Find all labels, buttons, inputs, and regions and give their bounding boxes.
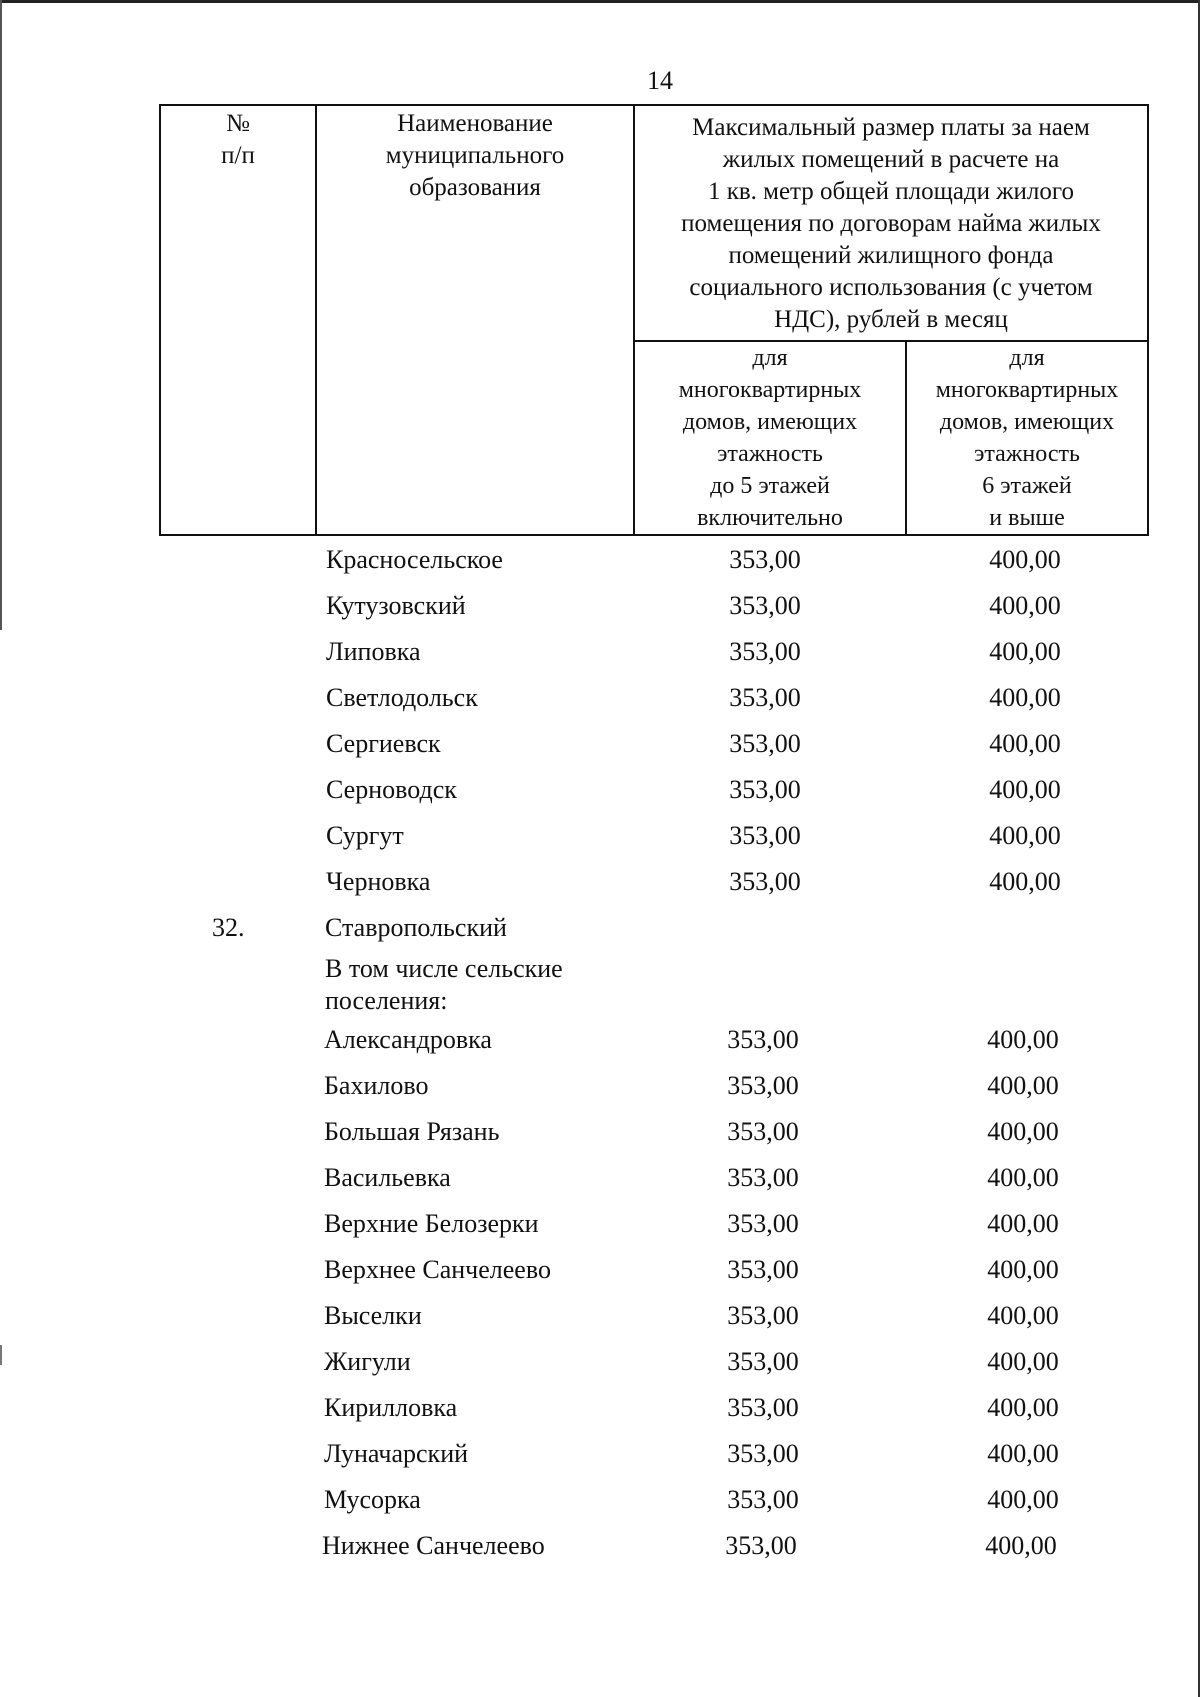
header-col-max-payment: Максимальный размер платы за наем жилых помещений в расчете на 1 кв. метр общей площади жилого помещения по договорам найма жилых помещений жилищного фонда социального использования (с учетом НДС), рублей в месяц xyxy=(681,114,1101,333)
value-up-to-5: 353,00 xyxy=(729,775,801,804)
municipality-name: Сургут xyxy=(326,821,404,850)
value-6-plus: 400,00 xyxy=(989,821,1061,850)
value-6-plus: 400,00 xyxy=(987,1071,1059,1100)
municipality-name: Черновка xyxy=(326,867,431,896)
municipality-name: Липовка xyxy=(326,637,421,666)
section-number: 32. xyxy=(212,913,245,942)
municipality-name: Луначарский xyxy=(324,1439,469,1468)
value-up-to-5: 353,00 xyxy=(727,1071,799,1100)
value-up-to-5: 353,00 xyxy=(727,1255,799,1284)
municipality-name: Васильевка xyxy=(324,1163,451,1192)
header-bottom-border xyxy=(159,534,1149,536)
value-up-to-5: 353,00 xyxy=(729,545,801,574)
municipality-name: Светлодольск xyxy=(326,683,478,712)
municipality-name: Мусорка xyxy=(324,1485,421,1514)
page-number: 14 xyxy=(647,66,673,95)
municipality-name: Верхние Белозерки xyxy=(324,1209,539,1238)
header-col-number: № п/п xyxy=(221,110,255,169)
value-up-to-5: 353,00 xyxy=(727,1439,799,1468)
municipality-name: Кутузовский xyxy=(326,591,466,620)
district-name: Ставропольский xyxy=(325,913,507,942)
scan-edge-left xyxy=(0,0,2,630)
municipality-name: Красносельское xyxy=(326,545,503,574)
header-right-border xyxy=(1147,104,1149,536)
value-6-plus: 400,00 xyxy=(987,1393,1059,1422)
section-note: В том числе сельские поселения: xyxy=(325,954,563,1015)
value-6-plus: 400,00 xyxy=(987,1485,1059,1514)
municipality-name: Выселки xyxy=(324,1301,422,1330)
value-up-to-5: 353,00 xyxy=(729,729,801,758)
scan-edge-left-fragment xyxy=(0,1345,2,1365)
header-subcol-6-floors-and-above: для многоквартирных домов, имеющих этажность 6 этажей и выше xyxy=(935,345,1119,531)
value-6-plus: 400,00 xyxy=(989,545,1061,574)
value-up-to-5: 353,00 xyxy=(725,1531,797,1560)
municipality-name: Серноводск xyxy=(326,775,457,804)
municipality-name: Александровка xyxy=(324,1025,492,1054)
value-6-plus: 400,00 xyxy=(985,1531,1057,1560)
value-up-to-5: 353,00 xyxy=(729,637,801,666)
value-6-plus: 400,00 xyxy=(989,729,1061,758)
value-6-plus: 400,00 xyxy=(989,591,1061,620)
value-up-to-5: 353,00 xyxy=(729,591,801,620)
municipality-name: Кирилловка xyxy=(324,1393,458,1422)
header-top-border xyxy=(159,104,1149,106)
municipality-name: Бахилово xyxy=(324,1071,429,1100)
value-6-plus: 400,00 xyxy=(987,1439,1059,1468)
value-up-to-5: 353,00 xyxy=(727,1163,799,1192)
value-up-to-5: 353,00 xyxy=(727,1393,799,1422)
value-up-to-5: 353,00 xyxy=(727,1485,799,1514)
value-6-plus: 400,00 xyxy=(987,1301,1059,1330)
value-6-plus: 400,00 xyxy=(989,683,1061,712)
value-up-to-5: 353,00 xyxy=(727,1347,799,1376)
value-6-plus: 400,00 xyxy=(987,1209,1059,1238)
value-up-to-5: 353,00 xyxy=(729,867,801,896)
value-6-plus: 400,00 xyxy=(987,1163,1059,1192)
header-col-name: Наименование муниципального образования xyxy=(385,110,565,201)
value-up-to-5: 353,00 xyxy=(727,1301,799,1330)
value-6-plus: 400,00 xyxy=(987,1117,1059,1146)
value-6-plus: 400,00 xyxy=(989,867,1061,896)
value-6-plus: 400,00 xyxy=(987,1255,1059,1284)
municipality-name: Нижнее Санчелеево xyxy=(322,1531,545,1560)
value-up-to-5: 353,00 xyxy=(727,1025,799,1054)
value-up-to-5: 353,00 xyxy=(729,821,801,850)
scan-edge-top xyxy=(0,0,1200,3)
value-6-plus: 400,00 xyxy=(987,1347,1059,1376)
value-up-to-5: 353,00 xyxy=(727,1209,799,1238)
value-up-to-5: 353,00 xyxy=(727,1117,799,1146)
value-6-plus: 400,00 xyxy=(989,637,1061,666)
value-up-to-5: 353,00 xyxy=(729,683,801,712)
municipality-name: Сергиевск xyxy=(326,729,441,758)
header-subcol-up-to-5-floors: для многоквартирных домов, имеющих этажность до 5 этажей включительно xyxy=(678,345,862,531)
value-6-plus: 400,00 xyxy=(989,775,1061,804)
table-header xyxy=(159,104,1149,536)
value-6-plus: 400,00 xyxy=(987,1025,1059,1054)
municipality-name: Большая Рязань xyxy=(324,1117,500,1146)
municipality-name: Верхнее Санчелеево xyxy=(324,1255,551,1284)
municipality-name: Жигули xyxy=(324,1347,411,1376)
